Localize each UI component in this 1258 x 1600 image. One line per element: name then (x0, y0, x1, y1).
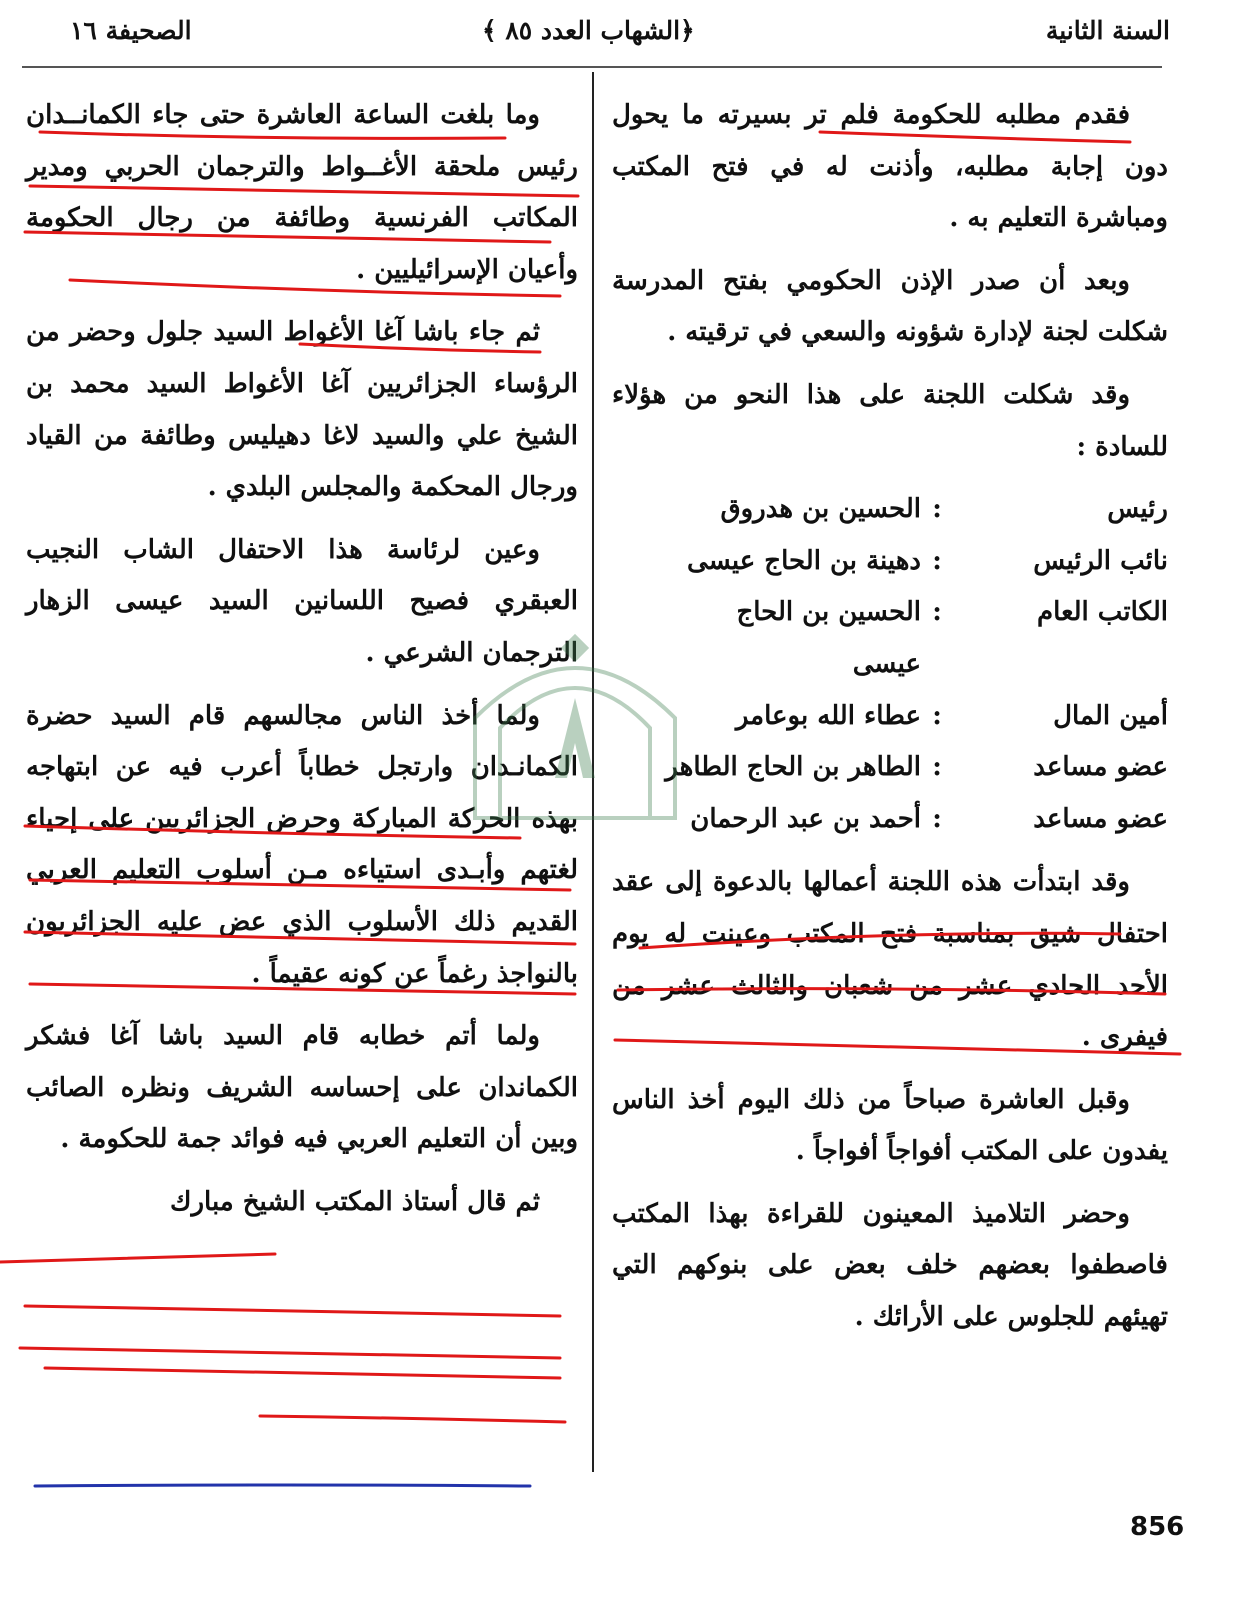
left-paragraph-5: ولما أتم خطابه قام السيد باشا آغا فشكر الكماندان على إحساسه الشريف ونظره الصائب وبين أن التعليم العربي فيه فوائد جمة للحكومة . (26, 1021, 578, 1155)
committee-row (612, 691, 1168, 743)
committee-colon: : (932, 700, 942, 731)
committee-colon: : (932, 597, 942, 628)
committee-name: الحسين بن هدروق (720, 494, 921, 525)
committee-colon: : (932, 752, 942, 783)
left-paragraph-1: وما بلغت الساعة العاشرة حتى جاء الكمانــدان رئيس ملحقة الأغــواط والترجمان الحربي ومدير المكاتب الفرنسية وطائفة من رجال الحكومة وأعيان الإسرائيليين . (26, 100, 578, 285)
left-paragraph-2: ثم جاء باشا آغا الأغواط السيد جلول وحضر من الرؤساء الجزائريين آغا الأغواط السيد محمد بن الشيخ علي والسيد لاغا دهيليس وطائفة من القياد ورجال المحكمة والمجلس البلدي . (26, 317, 578, 503)
header-divider (22, 66, 1162, 68)
committee-role: الكاتب العام (1037, 597, 1168, 628)
right-paragraph-6: وحضر التلاميذ المعينون للقراءة بهذا المكتب فاصطفوا بعضهم خلف بعض على بنوكهم التي تهيئهم للجلوس على الأرائك . (612, 1198, 1168, 1333)
page-number: 856 (1130, 1512, 1185, 1542)
committee-role: رئيس (1107, 494, 1168, 525)
right-paragraph-2: وبعد أن صدر الإذن الحكومي بفتح المدرسة شكلت لجنة لإدارة شؤونه والسعي في ترقيته . (612, 265, 1168, 348)
left-paragraph-6: ثم قال أستاذ المكتب الشيخ مبارك (170, 1186, 540, 1217)
committee-role: عضو مساعد (1033, 752, 1168, 783)
right-paragraph-1: فقدم مطلبه للحكومة فلم تر بسيرته ما يحول دون إجابة مطلبه، وأذنت له في فتح المكتب ومباشرة التعليم به . (612, 100, 1168, 234)
right-column (612, 90, 1168, 1355)
committee-name: عيسى (852, 648, 921, 679)
committee-name: الطاهر بن الحاج الطاهر (665, 752, 921, 783)
committee-name: أحمد بن عبد الرحمان (690, 803, 921, 834)
committee-row (612, 794, 1168, 846)
underline-mark (260, 1416, 565, 1422)
committee-list (612, 484, 1168, 845)
committee-row (612, 536, 1168, 588)
underline-mark (20, 1348, 560, 1358)
committee-name: دهينة بن الحاج عيسى (687, 545, 921, 576)
underline-mark (25, 1306, 560, 1316)
committee-name: الحسين بن الحاج (736, 597, 921, 628)
committee-role: نائب الرئيس (1033, 545, 1168, 576)
committee-colon: : (932, 803, 942, 834)
committee-role: أمين المال (1053, 700, 1168, 731)
committee-row (612, 742, 1168, 794)
committee-colon: : (932, 494, 942, 525)
watermark-emblem-icon (455, 628, 695, 828)
header-page-label: الصحيفة ١٦ (70, 16, 192, 45)
right-paragraph-3: وقد شكلت اللجنة على هذا النحو من هؤلاء للسادة : (612, 379, 1168, 462)
underline-mark (45, 1368, 560, 1378)
page-header (20, 8, 1170, 48)
committee-row (612, 587, 1168, 639)
committee-colon: : (932, 545, 942, 576)
underline-mark-blue (35, 1485, 530, 1486)
underline-mark (0, 1254, 275, 1262)
committee-row (612, 484, 1168, 536)
committee-row-continuation (612, 639, 1168, 691)
committee-name: عطاء الله بوعامر (735, 700, 921, 731)
left-paragraph-4: ولما أخذ الناس مجالسهم قام السيد حضرة الكمانـدان وارتجل خطاباً أعرب فيه عن ابتهاجه بهذه الحركة المباركة وحرض الجزائريين على إحياء لغتهم وأبـدى استياءه مـن أسلوب التعليم العربي القديم ذلك الأسلوب الذي عض عليه الجزائريون بالنواجذ رغماً عن كونه عقيماً . (26, 700, 578, 989)
right-paragraph-5: وقبل العاشرة صباحاً من ذلك اليوم أخذ الناس يفدون على المكتب أفواجاً أفواجاً . (612, 1084, 1168, 1167)
header-issue-label: ﴿الشهاب العدد ٨٥ ﴾ (482, 16, 695, 45)
left-paragraph-3: وعين لرئاسة هذا الاحتفال الشاب النجيب العبقري فصيح اللسانين السيد عيسى الزهار الترجمان الشرعي . (26, 534, 578, 668)
right-paragraph-4: وقد ابتدأت هذه اللجنة أعمالها بالدعوة إلى عقد احتفال شيق بمناسبة فتح المكتب وعينت له يوم الأحد الحادي عشر من شعبان والثالث عشر من فيفرى . (612, 867, 1168, 1053)
committee-role: عضو مساعد (1033, 803, 1168, 834)
header-year-label: السنة الثانية (1045, 16, 1170, 45)
